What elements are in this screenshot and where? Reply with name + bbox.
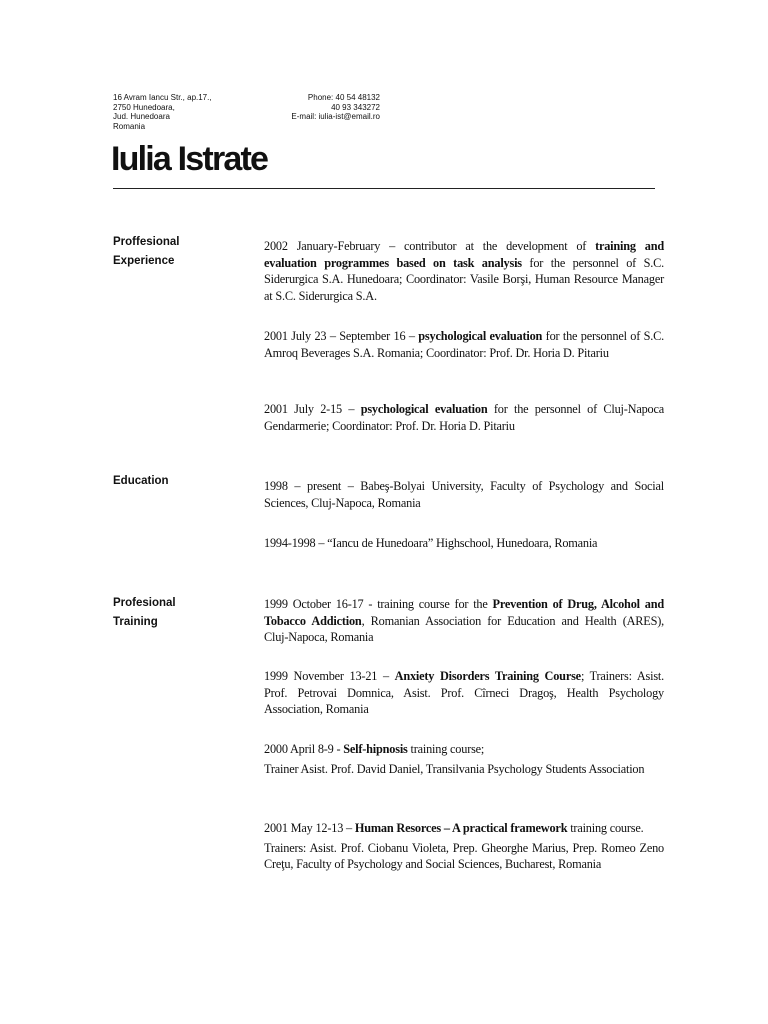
entry-details: , Romanian Association for Education and Health (ARES), Cluj-Napoca, Romania [264, 613, 664, 644]
entry-details: training course; [407, 742, 485, 756]
experience-entry [264, 238, 664, 304]
entry-date: 1999 October 16-17 - training course for the [264, 597, 493, 611]
section-title-education: Education [113, 475, 169, 487]
entry-date: 2001 July 2-15 – [264, 402, 361, 416]
address-line: Romania [113, 121, 146, 131]
entry-date: 1999 November 13-21 – [264, 669, 395, 683]
resume-name: Iulia Istrate [111, 140, 268, 178]
experience-entry [264, 328, 664, 361]
education-entry [264, 478, 664, 511]
entry-details: for the personnel of Cluj-Napoca Gendarmerie; Coordinator: Prof. Dr. Horia D. Pitariu [264, 402, 665, 433]
entry-highlight: psychological evaluation [418, 329, 543, 343]
entry-highlight: psychological evaluation [360, 402, 488, 416]
training-entry [264, 741, 664, 777]
training-entry [264, 820, 664, 873]
entry-date: 2000 April 8-9 - [264, 742, 344, 756]
entry-date: 2002 January-February – contributor at the development of [264, 239, 596, 253]
entry-text: 1998 – present – Babeş-Bolyai University, Faculty of Psychology and Social Sciences, Cluj-Napoca, Romania [264, 479, 664, 510]
phone-secondary: 40 93 343272 [331, 102, 380, 112]
header-divider [113, 188, 655, 189]
entry-details: ; Trainers: Asist. Prof. Petrovai Domnica, Asist. Prof. Cîrneci Dragoş, Health Psychology Association, Romania [264, 669, 665, 716]
email-address: E-mail: iulia-ist@email.ro [291, 112, 380, 121]
entry-highlight: Self-hipnosis [343, 742, 408, 756]
entry-date: 2001 July 23 – September 16 – [264, 329, 419, 343]
entry-text: 1994-1998 – “Iancu de Hunedoara” Highschool, Hunedoara, Romania [264, 536, 598, 550]
section-title-training: Profesional Training [113, 597, 176, 628]
address-line: 16 Avram Iancu Str., ap.17., [113, 93, 212, 102]
entry-details: for the personnel of S.C. Amroq Beverages S.A. Romania; Coordinator: Prof. Dr. Horia D. Pitariu [264, 329, 664, 360]
entry-trainers: Trainer Asist. Prof. David Daniel, Transilvania Psychology Students Association [264, 761, 645, 776]
address-line: Jud. Hunedoara [113, 112, 170, 121]
entry-highlight: Human Resorces – A practical framework [354, 821, 568, 835]
address-block [113, 93, 253, 131]
entry-date: 2001 May 12-13 – [264, 821, 355, 835]
entry-highlight: Anxiety Disorders Training Course [394, 669, 581, 683]
contact-block [270, 93, 380, 122]
entry-highlight: training and evaluation programmes based on task analysis [264, 239, 664, 270]
entry-trainers: Trainers: Asist. Prof. Ciobanu Violeta, Prep. Gheorghe Marius, Prep. Romeo Zeno Creţu, Faculty of Psychology and Social Sciences, Bucharest, Romania [264, 840, 664, 871]
education-entry [264, 535, 664, 552]
address-line: 2750 Hunedoara, [113, 102, 175, 112]
training-entry [264, 596, 664, 646]
entry-details: training course. [567, 821, 644, 835]
training-entry [264, 668, 664, 718]
phone-primary: Phone: 40 54 48132 [307, 93, 380, 102]
experience-entry [264, 401, 664, 434]
entry-highlight: Prevention of Drug, Alcohol and Tobacco Addiction [264, 597, 664, 628]
entry-details: for the personnel of S.C. Siderurgica S.A. Hunedoara; Coordinator: Vasile Borşi, Human Resource Manager at S.C. Siderurgica S.A. [264, 255, 664, 303]
section-title-experience: Proffesional Experience [113, 236, 180, 267]
